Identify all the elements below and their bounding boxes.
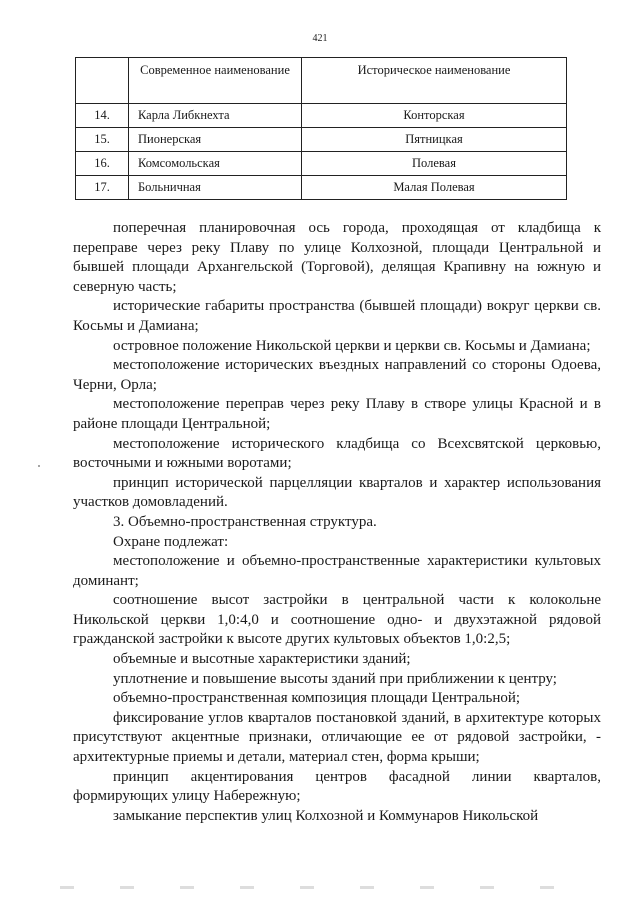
paragraph: объемно-пространственная композиция площади Центральной; [113, 690, 521, 707]
scan-speck [38, 465, 40, 467]
paragraph: соотношение высот застройки в центральной части к колокольне Никольской церкви 1,0:4,0 и соотношение одно- и двухэтажной рядовой гражданской застройки к высоте других культовых объектов 1,0:2,5; [73, 592, 601, 648]
paragraph: фиксирование углов кварталов постановкой зданий, в архитектуре которых присутствуют акцентные признаки, отличающие ее от рядовой застройки, - архитектурные приемы и детали, материал стен, форма крыши; [73, 709, 601, 766]
table-row [76, 152, 567, 176]
table-cell-number: 17. [76, 176, 129, 200]
table-row [76, 176, 567, 200]
table-cell-number: 14. [76, 104, 129, 128]
section-heading: 3. Объемно-пространственная структура. [113, 513, 377, 530]
page-number: 421 [312, 33, 328, 44]
table-cell-number: 16. [76, 152, 129, 176]
paragraph: местоположение исторического кладбища со Всехсвятской церковью, восточными и южными воротами; [73, 435, 601, 472]
paragraph: поперечная планировочная ось города, проходящая от кладбища к переправе через реку Плаву по улице Колхозной, площади Центральной и бывшей площади Архангельской (Торговой), делящая Крапивну на южную и северную часть; [73, 220, 601, 295]
street-names-table [75, 57, 567, 200]
table-cell-modern: Комсомольская [129, 152, 302, 176]
scan-edge-artifact [60, 886, 600, 889]
paragraph: исторические габариты пространства (бывшей площади) вокруг церкви св. Косьмы и Дамиана; [73, 298, 601, 334]
paragraph: местоположение и объемно-пространственные характеристики культовых доминант; [73, 553, 601, 589]
paragraph: объемные и высотные характеристики зданий; [113, 651, 411, 668]
table-cell-historical: Малая Полевая [302, 176, 567, 200]
paragraph: замыкание перспектив улиц Колхозной и Коммунаров Никольской [113, 807, 539, 824]
table-cell-modern: Больничная [129, 176, 302, 200]
document-body [73, 219, 601, 826]
table-cell-historical: Полевая [302, 152, 567, 176]
paragraph: местоположение исторических въездных направлений со стороны Одоева, Черни, Орла; [73, 357, 601, 393]
table-row [76, 104, 567, 128]
table-cell-modern: Пионерская [129, 128, 302, 152]
table-cell-historical: Пятницкая [302, 128, 567, 152]
table-header-modern: Современное наименование [129, 58, 302, 104]
table-row [76, 128, 567, 152]
paragraph: принцип исторической парцелляции кварталов и характер использования участков домовладений. [73, 474, 601, 511]
table-header-row [76, 58, 567, 104]
table-cell-historical: Конторская [302, 104, 567, 128]
paragraph: принцип акцентирования центров фасадной линии кварталов, формирующих улицу Набережную; [73, 768, 601, 805]
paragraph: островное положение Никольской церкви и церкви св. Косьмы и Дамиана; [113, 337, 591, 354]
paragraph: Охране подлежат: [113, 533, 229, 550]
table-cell-modern: Карла Либкнехта [129, 104, 302, 128]
table-header-number [76, 58, 129, 104]
paragraph: местоположение переправ через реку Плаву в створе улицы Красной и в районе площади Центральной; [73, 396, 601, 432]
table-cell-number: 15. [76, 128, 129, 152]
paragraph: уплотнение и повышение высоты зданий при приближении к центру; [113, 670, 557, 687]
table-header-historical: Историческое наименование [302, 58, 567, 104]
